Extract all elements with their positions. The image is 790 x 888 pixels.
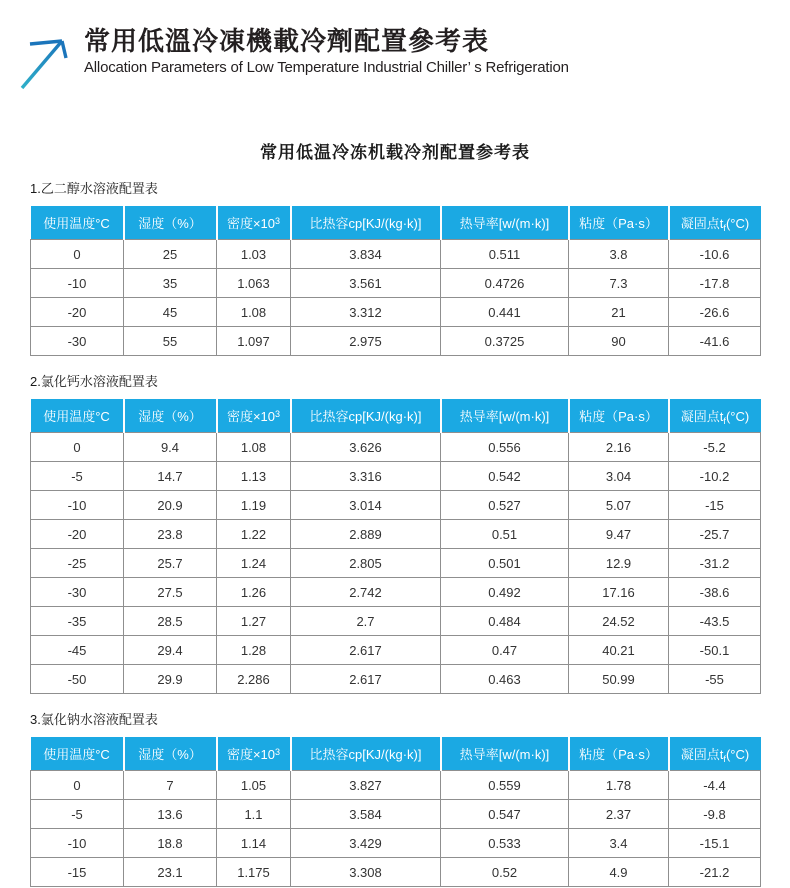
table-row — [31, 800, 761, 829]
table-cell: 1.08 — [217, 298, 291, 327]
table-cell: -26.6 — [669, 298, 761, 327]
table-row — [31, 327, 761, 356]
data-table-2 — [30, 399, 761, 694]
table-cell: 3.4 — [569, 829, 669, 858]
data-table-3 — [30, 737, 761, 887]
table-cell: 18.8 — [124, 829, 217, 858]
table-cell: 1.24 — [217, 549, 291, 578]
table-cell: 0 — [31, 433, 124, 462]
table-cell: 1.08 — [217, 433, 291, 462]
table-cell: 0.484 — [441, 607, 569, 636]
arrow-up-right-logo-icon — [16, 30, 76, 92]
table-cell: 1.14 — [217, 829, 291, 858]
table-cell: 0 — [31, 240, 124, 269]
table-cell: -5.2 — [669, 433, 761, 462]
column-header-7: 凝固点$t_f(^\circ C)$ — [669, 737, 761, 771]
table-cell: 3.308 — [291, 858, 441, 887]
table-cell: 0.492 — [441, 578, 569, 607]
table-cell: -43.5 — [669, 607, 761, 636]
table-body — [31, 240, 761, 356]
table-cell: 90 — [569, 327, 669, 356]
table-row — [31, 578, 761, 607]
table-cell: 1.22 — [217, 520, 291, 549]
table-cell: -31.2 — [669, 549, 761, 578]
column-header-5: 热导率[w/(m·k)] — [441, 737, 569, 771]
table-cell: 25.7 — [124, 549, 217, 578]
table-cell: 20.9 — [124, 491, 217, 520]
table-cell: 29.9 — [124, 665, 217, 694]
table-cell: -30 — [31, 578, 124, 607]
table-cell: 3.316 — [291, 462, 441, 491]
section-title: 2.氯化钙水溶液配置表 — [30, 374, 158, 389]
table-cell: 45 — [124, 298, 217, 327]
table-cell: -15.1 — [669, 829, 761, 858]
table-cell: 1.063 — [217, 269, 291, 298]
table-body — [31, 771, 761, 887]
table-cell: 3.827 — [291, 771, 441, 800]
table-cell: 2.742 — [291, 578, 441, 607]
table-cell: 3.561 — [291, 269, 441, 298]
column-header-3: 密度$\times 10^3$ — [217, 399, 291, 433]
table-row — [31, 240, 761, 269]
table-cell: 3.429 — [291, 829, 441, 858]
table-cell: 1.28 — [217, 636, 291, 665]
table-cell: 55 — [124, 327, 217, 356]
table-cell: -38.6 — [669, 578, 761, 607]
table-row — [31, 858, 761, 887]
brand-header — [0, 0, 790, 92]
table-cell: 0.556 — [441, 433, 569, 462]
table-body — [31, 433, 761, 694]
table-cell: 1.03 — [217, 240, 291, 269]
table-row — [31, 549, 761, 578]
column-header-1: 使用温度°C — [31, 206, 124, 240]
column-header-6: 粘度（Pa·s） — [569, 737, 669, 771]
table-cell: 9.47 — [569, 520, 669, 549]
table-cell: 3.04 — [569, 462, 669, 491]
section-title: 3.氯化钠水溶液配置表 — [30, 712, 158, 727]
table-cell: 1.13 — [217, 462, 291, 491]
table-cell: 23.8 — [124, 520, 217, 549]
table-cell: 3.584 — [291, 800, 441, 829]
table-header-row — [31, 206, 761, 240]
table-header-row — [31, 737, 761, 771]
column-header-4: 比热容cp[KJ/(kg·k)] — [291, 206, 441, 240]
table-row — [31, 829, 761, 858]
brand-title: 常用低溫冷凍機載冷劑配置參考表 — [84, 26, 490, 56]
table-cell: 2.37 — [569, 800, 669, 829]
table-cell: 50.99 — [569, 665, 669, 694]
column-header-5: 热导率[w/(m·k)] — [441, 206, 569, 240]
table-row — [31, 607, 761, 636]
table-cell: -10 — [31, 269, 124, 298]
table-cell: 3.626 — [291, 433, 441, 462]
table-cell: -35 — [31, 607, 124, 636]
table-row — [31, 298, 761, 327]
table-cell: 4.9 — [569, 858, 669, 887]
table-row — [31, 462, 761, 491]
table-cell: 29.4 — [124, 636, 217, 665]
table-header — [31, 737, 761, 771]
table-row — [31, 665, 761, 694]
column-header-3: 密度$\times 10^3$ — [217, 206, 291, 240]
table-cell: 0.547 — [441, 800, 569, 829]
table-section-1 — [30, 178, 760, 356]
table-cell: 23.1 — [124, 858, 217, 887]
table-header — [31, 206, 761, 240]
table-cell: 5.07 — [569, 491, 669, 520]
brand-subtitle: Allocation Parameters of Low Temperature Industrial Chiller’ s Refrigeration — [84, 59, 569, 76]
column-header-5: 热导率[w/(m·k)] — [441, 399, 569, 433]
table-cell: 0.463 — [441, 665, 569, 694]
column-header-4: 比热容cp[KJ/(kg·k)] — [291, 399, 441, 433]
table-cell: 2.975 — [291, 327, 441, 356]
table-cell: 1.26 — [217, 578, 291, 607]
table-cell: -20 — [31, 520, 124, 549]
table-cell: 3.014 — [291, 491, 441, 520]
table-cell: -21.2 — [669, 858, 761, 887]
table-row — [31, 491, 761, 520]
table-header-row — [31, 399, 761, 433]
column-header-7: 凝固点$t_f(^\circ C)$ — [669, 206, 761, 240]
table-cell: 1.78 — [569, 771, 669, 800]
table-cell: -50.1 — [669, 636, 761, 665]
table-cell: 2.805 — [291, 549, 441, 578]
table-cell: 25 — [124, 240, 217, 269]
table-cell: 2.16 — [569, 433, 669, 462]
table-cell: 0 — [31, 771, 124, 800]
table-cell: 1.097 — [217, 327, 291, 356]
column-header-2: 湿度（%） — [124, 399, 217, 433]
column-header-3: 密度$\times 10^3$ — [217, 737, 291, 771]
column-header-6: 粘度（Pa·s） — [569, 206, 669, 240]
table-cell: 0.3725 — [441, 327, 569, 356]
table-cell: -55 — [669, 665, 761, 694]
table-section-3 — [30, 709, 760, 887]
table-cell: 28.5 — [124, 607, 217, 636]
table-cell: -10.6 — [669, 240, 761, 269]
table-cell: 0.501 — [441, 549, 569, 578]
table-cell: 3.312 — [291, 298, 441, 327]
table-cell: 12.9 — [569, 549, 669, 578]
table-cell: -50 — [31, 665, 124, 694]
table-cell: 14.7 — [124, 462, 217, 491]
column-header-6: 粘度（Pa·s） — [569, 399, 669, 433]
table-cell: -10 — [31, 491, 124, 520]
table-cell: -17.8 — [669, 269, 761, 298]
table-cell: 2.617 — [291, 665, 441, 694]
column-header-1: 使用温度°C — [31, 737, 124, 771]
column-header-4: 比热容cp[KJ/(kg·k)] — [291, 737, 441, 771]
table-cell: 2.7 — [291, 607, 441, 636]
table-cell: 2.286 — [217, 665, 291, 694]
table-cell: 35 — [124, 269, 217, 298]
brand-text — [84, 26, 569, 77]
table-row — [31, 636, 761, 665]
column-header-2: 湿度（%） — [124, 206, 217, 240]
data-table-1 — [30, 206, 761, 356]
table-cell: -9.8 — [669, 800, 761, 829]
table-cell: -5 — [31, 800, 124, 829]
table-cell: 0.559 — [441, 771, 569, 800]
table-cell: 7.3 — [569, 269, 669, 298]
table-cell: 1.05 — [217, 771, 291, 800]
table-cell: 1.175 — [217, 858, 291, 887]
table-cell: -25.7 — [669, 520, 761, 549]
table-cell: 2.889 — [291, 520, 441, 549]
table-cell: -41.6 — [669, 327, 761, 356]
table-row — [31, 433, 761, 462]
table-cell: -25 — [31, 549, 124, 578]
table-cell: 27.5 — [124, 578, 217, 607]
table-cell: -45 — [31, 636, 124, 665]
table-cell: 0.542 — [441, 462, 569, 491]
table-cell: 1.27 — [217, 607, 291, 636]
column-header-7: 凝固点$t_f(^\circ C)$ — [669, 399, 761, 433]
table-cell: 2.617 — [291, 636, 441, 665]
table-cell: 0.511 — [441, 240, 569, 269]
table-cell: -5 — [31, 462, 124, 491]
section-title: 1.乙二醇水溶液配置表 — [30, 181, 158, 196]
table-cell: -10 — [31, 829, 124, 858]
table-cell: 0.51 — [441, 520, 569, 549]
table-cell: 3.834 — [291, 240, 441, 269]
table-cell: 0.527 — [441, 491, 569, 520]
table-cell: 0.4726 — [441, 269, 569, 298]
table-section-2 — [30, 371, 760, 694]
table-cell: -4.4 — [669, 771, 761, 800]
table-row — [31, 269, 761, 298]
table-cell: -10.2 — [669, 462, 761, 491]
table-row — [31, 520, 761, 549]
table-cell: 21 — [569, 298, 669, 327]
table-cell: 1.19 — [217, 491, 291, 520]
table-cell: 40.21 — [569, 636, 669, 665]
table-cell: 3.8 — [569, 240, 669, 269]
table-cell: 24.52 — [569, 607, 669, 636]
table-cell: 0.441 — [441, 298, 569, 327]
table-cell: -20 — [31, 298, 124, 327]
table-cell: 9.4 — [124, 433, 217, 462]
column-header-1: 使用温度°C — [31, 399, 124, 433]
table-cell: -15 — [31, 858, 124, 887]
table-cell: 0.47 — [441, 636, 569, 665]
column-header-2: 湿度（%） — [124, 737, 217, 771]
table-cell: 13.6 — [124, 800, 217, 829]
document-title: 常用低温冷冻机载冷剂配置参考表 — [260, 143, 530, 162]
table-cell: -15 — [669, 491, 761, 520]
table-cell: 0.533 — [441, 829, 569, 858]
table-row — [31, 771, 761, 800]
table-cell: 7 — [124, 771, 217, 800]
table-cell: 17.16 — [569, 578, 669, 607]
table-cell: 0.52 — [441, 858, 569, 887]
tables-root — [30, 178, 760, 887]
table-cell: -30 — [31, 327, 124, 356]
table-cell: 1.1 — [217, 800, 291, 829]
table-header — [31, 399, 761, 433]
